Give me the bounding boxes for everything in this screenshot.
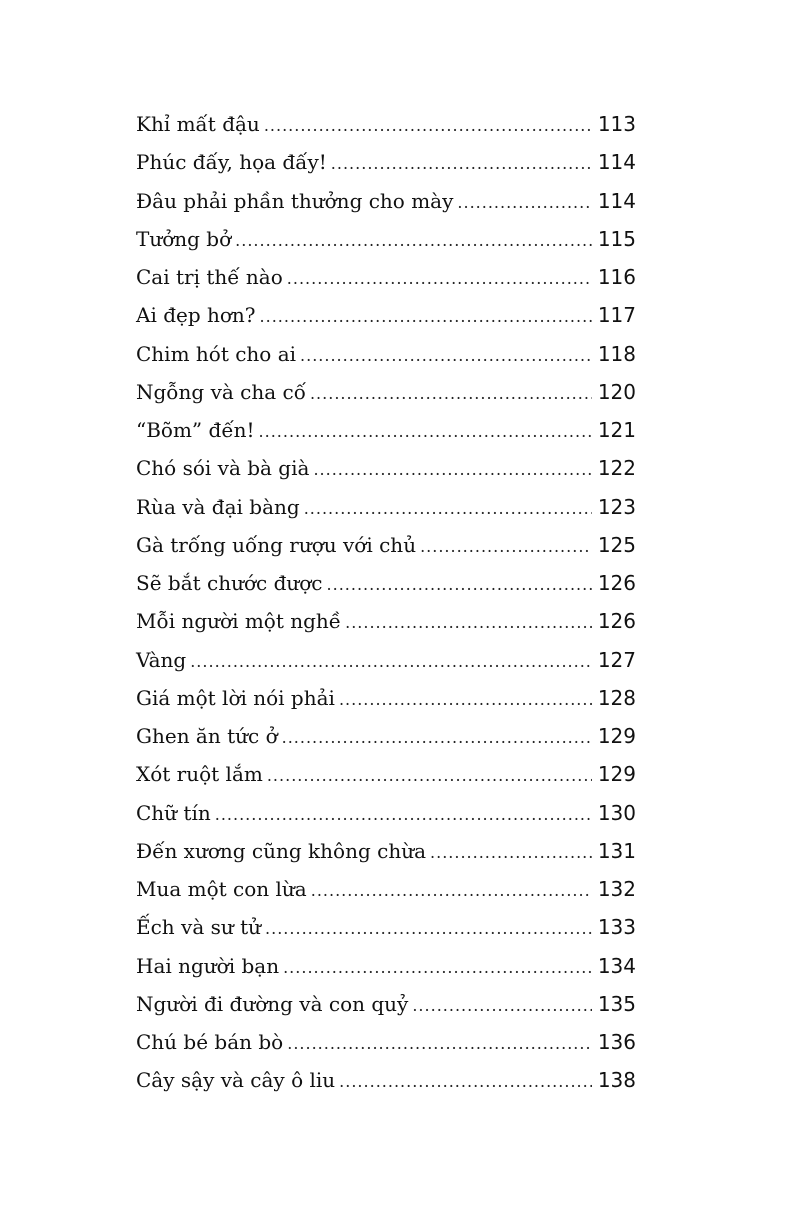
- toc-entry-title: Khỉ mất đậu: [136, 112, 260, 136]
- toc-entry-title: Sẽ bắt chước được: [136, 571, 323, 595]
- toc-leader-dots: [259, 422, 592, 441]
- toc-entry: [136, 686, 636, 724]
- toc-list: [136, 112, 636, 1107]
- toc-entry-page: 129: [597, 762, 636, 787]
- toc-entry-page: 114: [597, 150, 636, 175]
- toc-entry-page: 131: [597, 838, 636, 863]
- toc-entry-page: 113: [597, 112, 636, 136]
- table-of-contents: [136, 112, 636, 1107]
- toc-leader-dots: [339, 690, 592, 709]
- toc-leader-dots: [430, 843, 592, 862]
- toc-entry-title: Vàng: [136, 647, 187, 672]
- toc-entry-page: 126: [597, 571, 636, 595]
- toc-entry-title: Phúc đấy, họa đấy!: [136, 150, 327, 175]
- toc-entry-page: 122: [597, 456, 636, 481]
- toc-leader-dots: [331, 154, 592, 173]
- toc-entry-title: Đến xương cũng không chừa: [136, 838, 427, 863]
- toc-entry: [136, 877, 636, 915]
- toc-leader-dots: [283, 958, 592, 977]
- toc-leader-dots: [260, 307, 592, 326]
- toc-entry-title: Tưởng bở: [136, 226, 232, 251]
- toc-entry: [136, 227, 636, 265]
- toc-entry: [136, 762, 636, 800]
- toc-leader-dots: [310, 384, 592, 403]
- toc-leader-dots: [282, 728, 592, 747]
- toc-entry-title: Xót ruột lắm: [136, 762, 263, 787]
- toc-leader-dots: [412, 996, 591, 1015]
- toc-entry: [136, 609, 636, 647]
- toc-entry: [136, 571, 636, 609]
- toc-leader-dots: [339, 1072, 592, 1091]
- toc-entry-page: 118: [597, 341, 636, 366]
- toc-entry: [136, 839, 636, 877]
- toc-entry-title: Cây sậy và cây ô liu: [136, 1068, 336, 1093]
- toc-entry-title: Ếch và sư tử: [136, 915, 262, 940]
- toc-leader-dots: [190, 652, 592, 671]
- toc-entry: [136, 648, 636, 686]
- toc-entry-title: “Bõm” đến!: [136, 418, 255, 442]
- toc-entry: [136, 303, 636, 341]
- toc-entry: [136, 456, 636, 494]
- toc-entry-title: Đâu phải phần thưởng cho mày: [136, 188, 454, 213]
- toc-leader-dots: [265, 919, 592, 938]
- toc-entry-page: 123: [597, 494, 636, 519]
- toc-entry-title: Ai đẹp hơn?: [136, 303, 256, 328]
- toc-leader-dots: [287, 1034, 592, 1053]
- toc-leader-dots: [215, 805, 592, 824]
- toc-entry-title: Chim hót cho ai: [136, 341, 297, 366]
- toc-entry-title: Gà trống uống rượu với chủ: [136, 532, 417, 557]
- toc-entry-page: 130: [597, 800, 636, 825]
- toc-entry: [136, 112, 636, 150]
- toc-entry-title: Chữ tín: [136, 800, 211, 825]
- toc-leader-dots: [235, 231, 592, 250]
- toc-entry-page: 133: [597, 915, 636, 940]
- toc-entry-page: 120: [597, 379, 636, 404]
- toc-entry: [136, 189, 636, 227]
- toc-entry-title: Rùa và đại bàng: [136, 494, 300, 519]
- toc-entry-title: Hai người bạn: [136, 953, 280, 978]
- toc-entry-title: Mỗi người một nghề: [136, 609, 342, 634]
- toc-entry-page: 129: [597, 724, 636, 748]
- toc-entry-page: 114: [597, 188, 636, 213]
- toc-entry-title: Ghen ăn tức ở: [136, 724, 278, 748]
- toc-leader-dots: [304, 499, 592, 518]
- toc-entry-page: 116: [597, 265, 636, 289]
- toc-leader-dots: [420, 537, 592, 556]
- toc-entry: [136, 533, 636, 571]
- toc-leader-dots: [327, 575, 592, 594]
- toc-entry-page: 128: [597, 685, 636, 710]
- toc-entry: [136, 495, 636, 533]
- toc-entry: [136, 265, 636, 303]
- toc-entry-title: Người đi đường và con quỷ: [136, 991, 409, 1016]
- toc-entry-page: 132: [597, 877, 636, 901]
- toc-entry-page: 127: [597, 647, 636, 672]
- toc-entry: [136, 418, 636, 456]
- toc-leader-dots: [264, 116, 592, 135]
- toc-entry: [136, 342, 636, 380]
- toc-entry: [136, 992, 636, 1030]
- toc-entry-title: Chó sói và bà già: [136, 456, 310, 481]
- toc-entry-title: Giá một lời nói phải: [136, 685, 335, 710]
- toc-leader-dots: [311, 881, 592, 900]
- toc-entry-page: 126: [597, 609, 636, 634]
- toc-entry-title: Ngỗng và cha cố: [136, 379, 306, 404]
- toc-entry-title: Cai trị thế nào: [136, 265, 283, 289]
- toc-entry: [136, 724, 636, 762]
- toc-entry: [136, 954, 636, 992]
- toc-leader-dots: [313, 460, 591, 479]
- toc-leader-dots: [287, 269, 592, 288]
- toc-entry: [136, 1030, 636, 1068]
- toc-entry: [136, 915, 636, 953]
- toc-entry-page: 138: [597, 1068, 636, 1093]
- toc-entry-page: 125: [597, 532, 636, 557]
- toc-entry: [136, 1068, 636, 1106]
- toc-entry: [136, 150, 636, 188]
- toc-entry: [136, 380, 636, 418]
- toc-leader-dots: [457, 193, 591, 212]
- toc-entry: [136, 801, 636, 839]
- toc-entry-page: 121: [597, 418, 636, 442]
- toc-entry-page: 135: [597, 991, 636, 1016]
- toc-leader-dots: [345, 613, 592, 632]
- toc-entry-page: 134: [597, 953, 636, 978]
- toc-entry-title: Chú bé bán bò: [136, 1030, 284, 1054]
- toc-entry-page: 136: [597, 1030, 636, 1054]
- toc-entry-title: Mua một con lừa: [136, 877, 307, 901]
- toc-entry-page: 115: [597, 226, 636, 251]
- toc-leader-dots: [267, 766, 592, 785]
- toc-leader-dots: [300, 346, 592, 365]
- toc-entry-page: 117: [597, 303, 636, 328]
